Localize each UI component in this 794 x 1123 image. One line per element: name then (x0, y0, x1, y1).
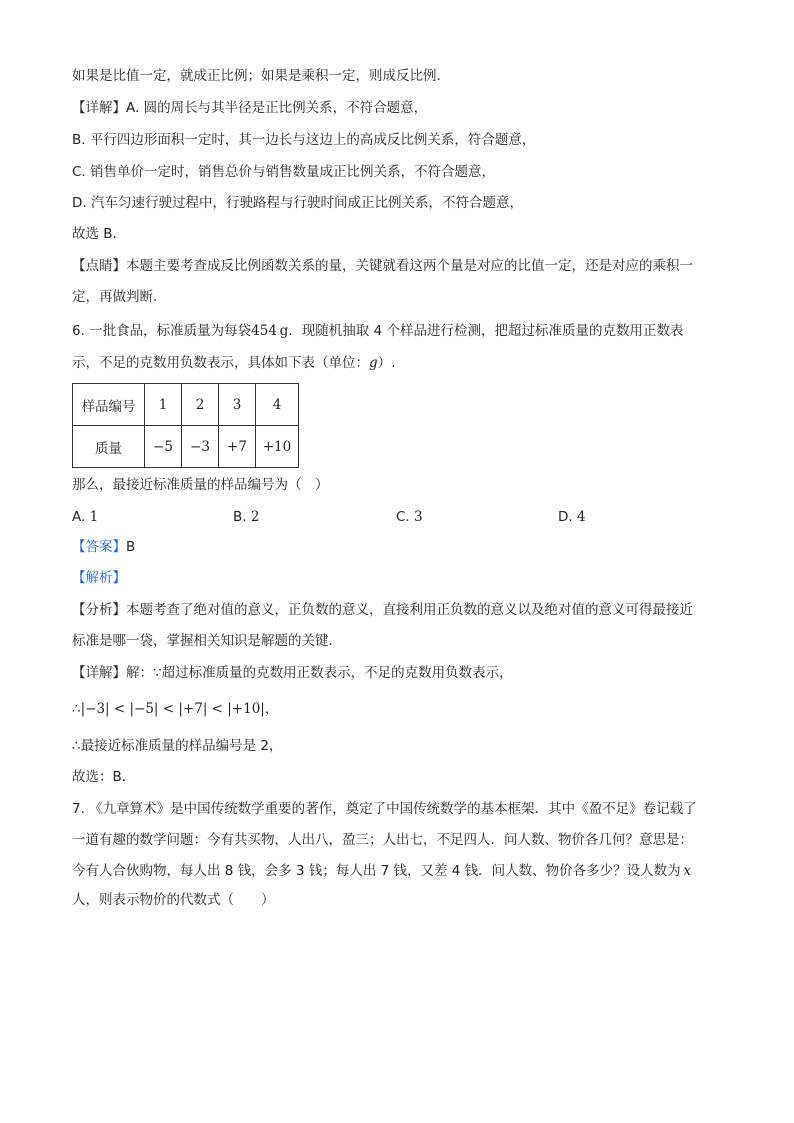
option-a: A. 1 (72, 509, 99, 525)
question-6-prompt: 那么，最接近标准质量的样品编号为（ ） (72, 477, 329, 493)
table-cell: −5 (145, 426, 182, 468)
question-6-stem-cont: 示，不足的克数用负数表示，具体如下表（单位：g）. (72, 355, 396, 371)
table-cell: 1 (145, 384, 182, 426)
question-6-stem: 6. 一批食品，标准质量为每袋454 g．现随机抽取 4 个样品进行检测，把超过标准质量的克数用正数表 (72, 323, 684, 339)
table-cell: 4 (256, 384, 299, 426)
table-cell: 质量 (73, 426, 145, 468)
table-cell: 样品编号 (73, 384, 145, 426)
option-b: B. 2 (233, 509, 260, 525)
text-line: C. 销售单价一定时，销售总价与销售数量成正比例关系，不符合题意， (72, 164, 496, 180)
table-cell: 3 (219, 384, 256, 426)
analysis-label: 【解析】 (72, 570, 126, 586)
table-header-row (73, 384, 299, 426)
text-line: 故选：B． (72, 769, 136, 785)
table-cell: +7 (219, 426, 256, 468)
text-line: D. 汽车匀速行驶过程中，行驶路程与行驶时间成正比例关系，不符合题意， (72, 195, 523, 211)
text-line: 标准是哪一袋，掌握相关知识是解题的关键． (72, 633, 342, 649)
text-line: B. 平行四边形面积一定时，其一边长与这边上的高成反比例关系，符合题意， (72, 132, 536, 148)
text-line: 今有人合伙购物，每人出 8 钱，会多 3 钱；每人出 7 钱，又差 4 钱．问人数、物价各多少？设人数为 x (72, 863, 692, 879)
sample-table (72, 383, 299, 468)
table-cell: +10 (256, 426, 299, 468)
text-line: 如果是比值一定，就成正比例；如果是乘积一定，则成反比例． (72, 68, 450, 84)
table-cell: 2 (182, 384, 219, 426)
option-c: C. 3 (396, 509, 423, 525)
text-line: 定，再做判断． (72, 289, 167, 305)
inequality-line: ∴|−3| < |−5| < |+7| < |+10|， (72, 701, 279, 717)
option-d: D. 4 (558, 509, 586, 525)
table-cell: −3 (182, 426, 219, 468)
answer-line (72, 537, 135, 557)
text-line: 【点睛】本题主要考查成反比例函数关系的量，关键就看这两个量是对应的比值一定，还是对应的乘积一 (72, 258, 693, 274)
question-7-stem: 7. 《九章算术》是中国传统数学重要的著作，奠定了中国传统数学的基本框架．其中《盈不足》卷记载了 (72, 801, 697, 817)
text-line: 故选 B． (72, 226, 127, 242)
text-line: ∴最接近标准质量的样品编号是 2， (72, 738, 283, 754)
answer-value: B (126, 539, 136, 555)
text-line: 人，则表示物价的代数式（ ） (72, 892, 275, 908)
table-row (73, 426, 299, 468)
answer-label: 【答案】 (72, 539, 126, 555)
text-line: 【分析】本题考查了绝对值的意义，正负数的意义，直接利用正负数的意义以及绝对值的意义可得最接近 (72, 602, 693, 618)
text-line: 【详解】解：∵超过标准质量的克数用正数表示，不足的克数用负数表示， (72, 665, 513, 681)
text-line: 【详解】A. 圆的周长与其半径是正比例关系，不符合题意， (72, 100, 428, 116)
text-line: 一道有趣的数学问题：今有共买物，人出八，盈三；人出七，不足四人．问人数、物价各几何？意思是： (72, 832, 693, 848)
